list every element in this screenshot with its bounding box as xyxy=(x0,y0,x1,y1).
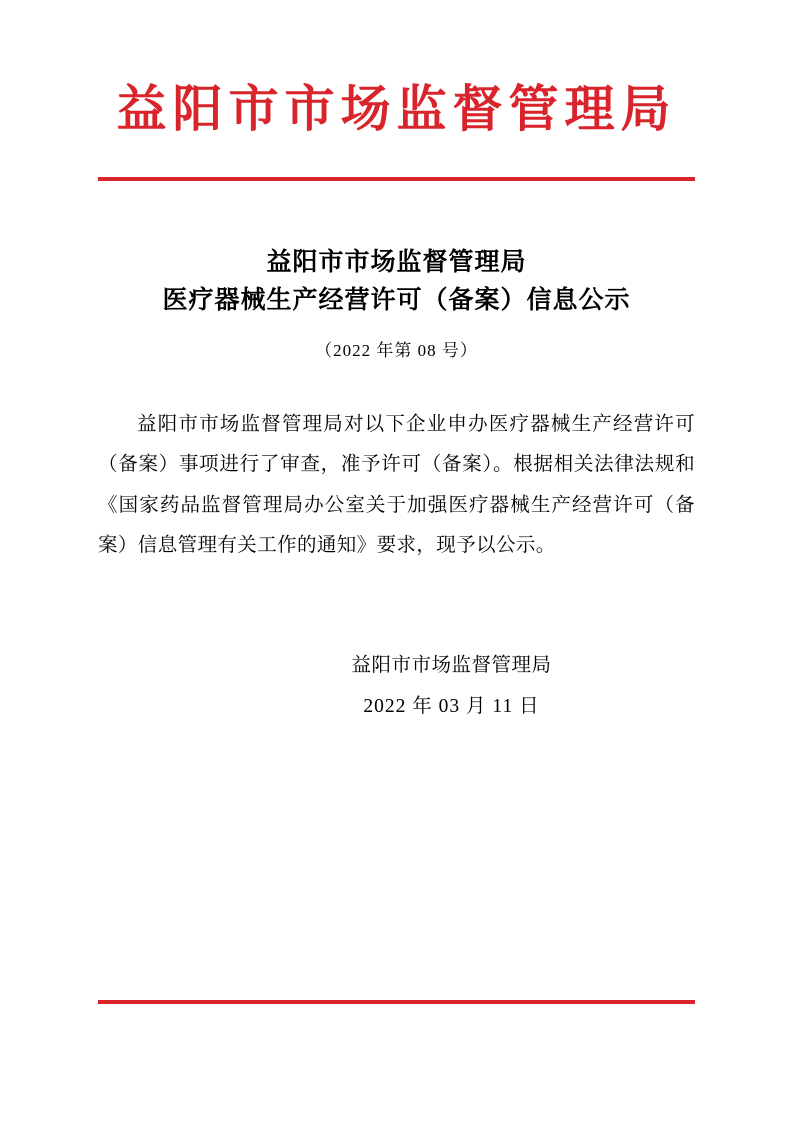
document-title-line-2: 医疗器械生产经营许可（备案）信息公示 xyxy=(162,285,631,315)
document-body xyxy=(98,405,695,566)
signature-block xyxy=(98,646,695,728)
document-number: （2022 年第 08 号） xyxy=(315,341,478,360)
body-paragraph: 益阳市市场监督管理局对以下企业申办医疗器械生产经营许可（备案）事项进行了审查，准予许可（备案）。根据相关法律法规和《国家药品监督管理局办公室关于加强医疗器械生产经营许可（备案）信息管理有关工作的通知》要求，现予以公示。 xyxy=(98,414,695,557)
footer-divider xyxy=(98,1000,695,1004)
masthead-title: 益阳市市场监督管理局 xyxy=(116,79,677,138)
masthead-divider xyxy=(98,177,695,181)
signature-issuer: 益阳市市场监督管理局 xyxy=(351,655,552,677)
masthead xyxy=(98,0,695,141)
document-title-line-1: 益阳市市场监督管理局 xyxy=(266,246,527,276)
signature-date: 2022 年 03 月 11 日 xyxy=(363,696,540,718)
document-title-block xyxy=(98,243,695,321)
